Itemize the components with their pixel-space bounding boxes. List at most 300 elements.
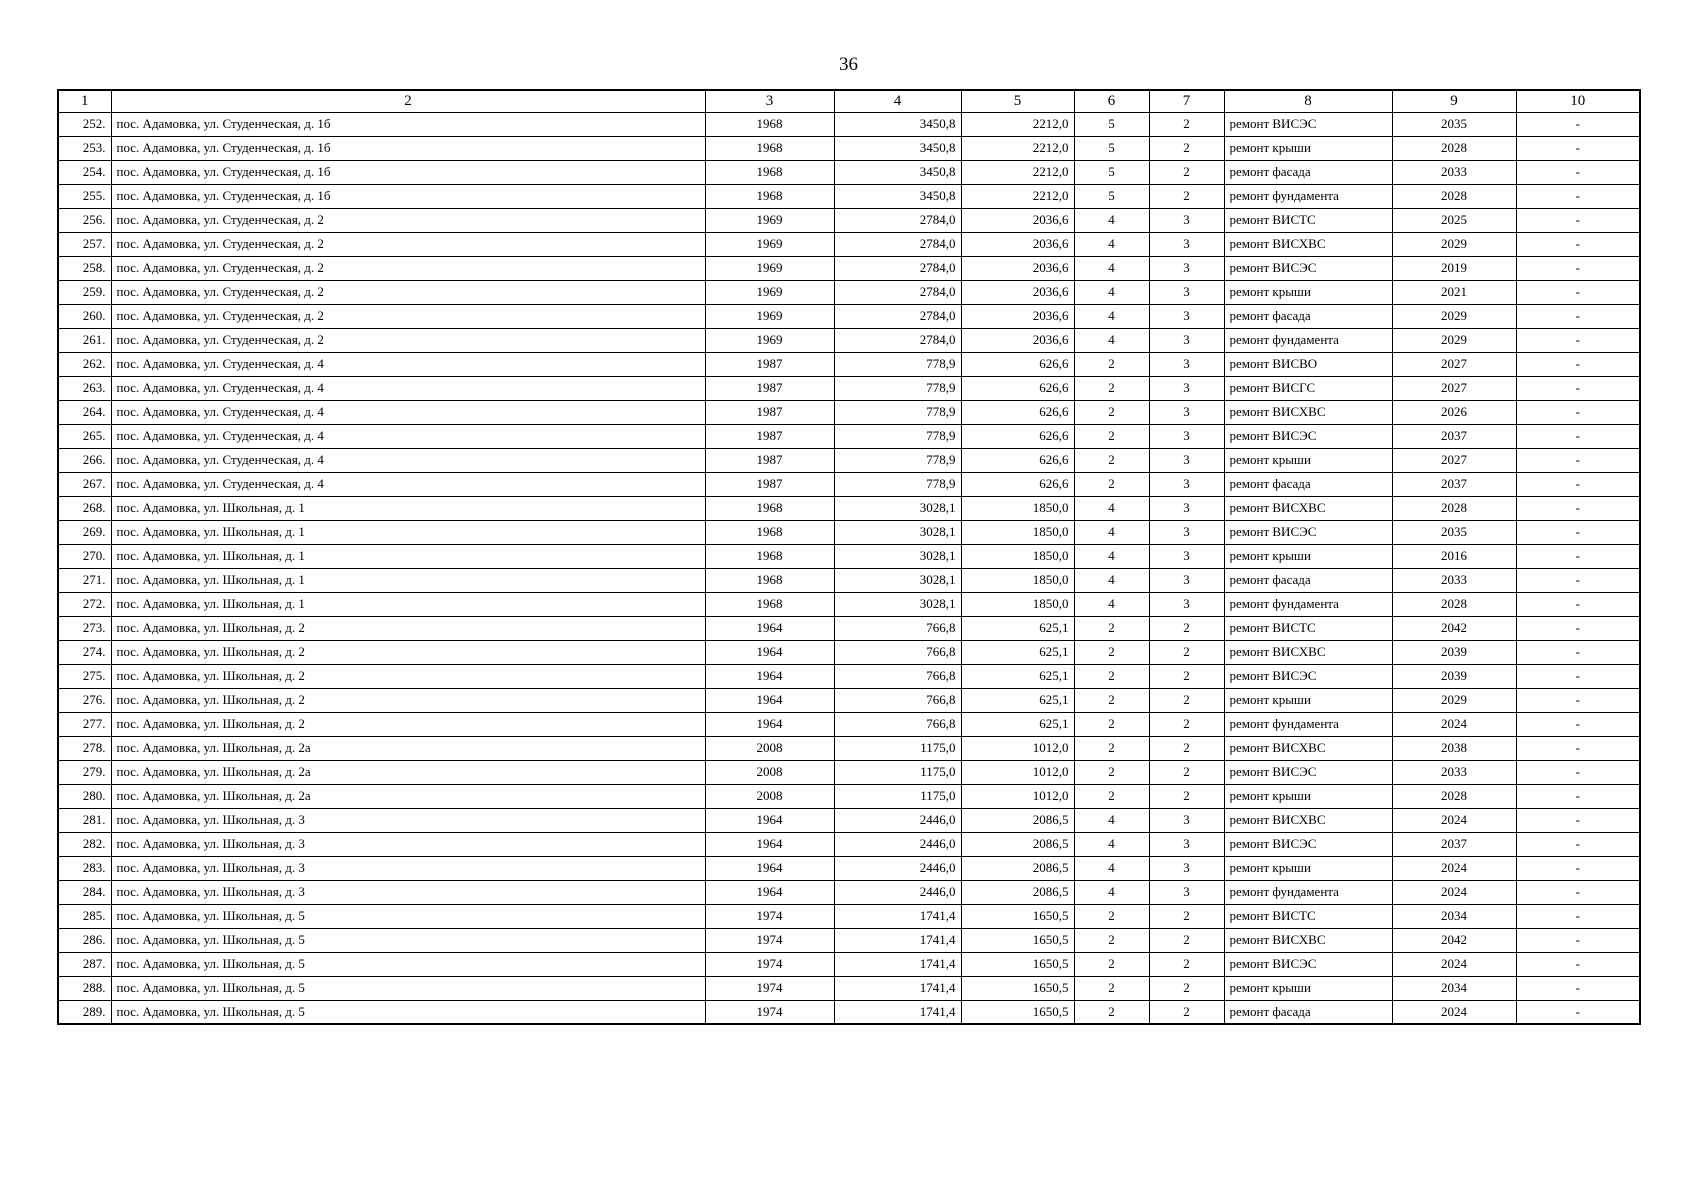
note-cell: -: [1516, 688, 1640, 712]
row-number-cell: 281.: [58, 808, 111, 832]
column-header-5: 5: [961, 90, 1074, 112]
row-number-cell: 273.: [58, 616, 111, 640]
area-living-cell: 2086,5: [961, 856, 1074, 880]
address-cell: пос. Адамовка, ул. Студенческая, д. 2: [111, 328, 705, 352]
table-row: [58, 832, 1640, 856]
table-row: [58, 520, 1640, 544]
note-cell: -: [1516, 592, 1640, 616]
address-cell: пос. Адамовка, ул. Школьная, д. 5: [111, 976, 705, 1000]
year-cell: 1964: [705, 808, 834, 832]
table-header-row: [58, 90, 1640, 112]
row-number-cell: 253.: [58, 136, 111, 160]
floors-cell: 2: [1074, 736, 1149, 760]
work-type-cell: ремонт ВИСВО: [1224, 352, 1392, 376]
entrances-cell: 2: [1149, 1000, 1224, 1024]
entrances-cell: 3: [1149, 208, 1224, 232]
column-header-9: 9: [1392, 90, 1516, 112]
address-cell: пос. Адамовка, ул. Студенческая, д. 4: [111, 400, 705, 424]
note-cell: -: [1516, 424, 1640, 448]
table-row: [58, 904, 1640, 928]
entrances-cell: 3: [1149, 568, 1224, 592]
entrances-cell: 2: [1149, 664, 1224, 688]
area-total-cell: 778,9: [834, 352, 961, 376]
table-row: [58, 328, 1640, 352]
table-row: [58, 472, 1640, 496]
entrances-cell: 2: [1149, 736, 1224, 760]
plan-year-cell: 2037: [1392, 424, 1516, 448]
address-cell: пос. Адамовка, ул. Школьная, д. 1: [111, 592, 705, 616]
work-type-cell: ремонт крыши: [1224, 688, 1392, 712]
floors-cell: 2: [1074, 976, 1149, 1000]
row-number-cell: 263.: [58, 376, 111, 400]
floors-cell: 4: [1074, 880, 1149, 904]
area-total-cell: 766,8: [834, 640, 961, 664]
area-living-cell: 2212,0: [961, 136, 1074, 160]
column-header-2: 2: [111, 90, 705, 112]
work-type-cell: ремонт ВИСЭС: [1224, 664, 1392, 688]
table-row: [58, 208, 1640, 232]
plan-year-cell: 2027: [1392, 376, 1516, 400]
work-type-cell: ремонт ВИСХВС: [1224, 496, 1392, 520]
plan-year-cell: 2029: [1392, 304, 1516, 328]
column-header-3: 3: [705, 90, 834, 112]
area-total-cell: 2446,0: [834, 808, 961, 832]
note-cell: -: [1516, 208, 1640, 232]
plan-year-cell: 2042: [1392, 616, 1516, 640]
note-cell: -: [1516, 736, 1640, 760]
entrances-cell: 3: [1149, 400, 1224, 424]
table-row: [58, 784, 1640, 808]
entrances-cell: 2: [1149, 640, 1224, 664]
work-type-cell: ремонт крыши: [1224, 448, 1392, 472]
area-living-cell: 625,1: [961, 616, 1074, 640]
work-type-cell: ремонт ВИСЭС: [1224, 832, 1392, 856]
year-cell: 1964: [705, 880, 834, 904]
row-number-cell: 286.: [58, 928, 111, 952]
area-total-cell: 3028,1: [834, 520, 961, 544]
row-number-cell: 285.: [58, 904, 111, 928]
area-total-cell: 778,9: [834, 424, 961, 448]
work-type-cell: ремонт ВИСЭС: [1224, 520, 1392, 544]
floors-cell: 2: [1074, 424, 1149, 448]
plan-year-cell: 2033: [1392, 760, 1516, 784]
table-row: [58, 256, 1640, 280]
work-type-cell: ремонт фундамента: [1224, 592, 1392, 616]
floors-cell: 2: [1074, 928, 1149, 952]
address-cell: пос. Адамовка, ул. Школьная, д. 2а: [111, 784, 705, 808]
entrances-cell: 3: [1149, 472, 1224, 496]
note-cell: -: [1516, 712, 1640, 736]
work-type-cell: ремонт ВИСЭС: [1224, 424, 1392, 448]
column-header-10: 10: [1516, 90, 1640, 112]
area-total-cell: 1175,0: [834, 736, 961, 760]
plan-year-cell: 2042: [1392, 928, 1516, 952]
entrances-cell: 2: [1149, 688, 1224, 712]
entrances-cell: 3: [1149, 376, 1224, 400]
floors-cell: 2: [1074, 448, 1149, 472]
floors-cell: 2: [1074, 904, 1149, 928]
area-living-cell: 626,6: [961, 400, 1074, 424]
floors-cell: 5: [1074, 160, 1149, 184]
entrances-cell: 3: [1149, 448, 1224, 472]
floors-cell: 4: [1074, 832, 1149, 856]
address-cell: пос. Адамовка, ул. Студенческая, д. 1б: [111, 184, 705, 208]
note-cell: -: [1516, 952, 1640, 976]
area-living-cell: 626,6: [961, 424, 1074, 448]
floors-cell: 2: [1074, 664, 1149, 688]
work-type-cell: ремонт крыши: [1224, 784, 1392, 808]
area-total-cell: 778,9: [834, 448, 961, 472]
work-type-cell: ремонт ВИСЭС: [1224, 760, 1392, 784]
area-total-cell: 766,8: [834, 688, 961, 712]
area-living-cell: 626,6: [961, 352, 1074, 376]
row-number-cell: 287.: [58, 952, 111, 976]
plan-year-cell: 2024: [1392, 808, 1516, 832]
plan-year-cell: 2016: [1392, 544, 1516, 568]
year-cell: 1974: [705, 1000, 834, 1024]
address-cell: пос. Адамовка, ул. Школьная, д. 2: [111, 640, 705, 664]
plan-year-cell: 2033: [1392, 568, 1516, 592]
plan-year-cell: 2024: [1392, 880, 1516, 904]
table-row: [58, 280, 1640, 304]
area-total-cell: 2784,0: [834, 280, 961, 304]
entrances-cell: 3: [1149, 256, 1224, 280]
floors-cell: 4: [1074, 544, 1149, 568]
year-cell: 1968: [705, 592, 834, 616]
row-number-cell: 261.: [58, 328, 111, 352]
row-number-cell: 277.: [58, 712, 111, 736]
entrances-cell: 3: [1149, 856, 1224, 880]
row-number-cell: 288.: [58, 976, 111, 1000]
entrances-cell: 3: [1149, 520, 1224, 544]
area-total-cell: 2784,0: [834, 232, 961, 256]
row-number-cell: 283.: [58, 856, 111, 880]
year-cell: 1964: [705, 712, 834, 736]
area-total-cell: 1741,4: [834, 976, 961, 1000]
plan-year-cell: 2038: [1392, 736, 1516, 760]
work-type-cell: ремонт крыши: [1224, 976, 1392, 1000]
area-total-cell: 2446,0: [834, 832, 961, 856]
work-type-cell: ремонт фундамента: [1224, 712, 1392, 736]
work-type-cell: ремонт фасада: [1224, 568, 1392, 592]
plan-year-cell: 2034: [1392, 976, 1516, 1000]
note-cell: -: [1516, 520, 1640, 544]
table-row: [58, 352, 1640, 376]
work-type-cell: ремонт ВИСХВС: [1224, 736, 1392, 760]
table-row: [58, 928, 1640, 952]
table-row: [58, 688, 1640, 712]
area-total-cell: 2784,0: [834, 256, 961, 280]
address-cell: пос. Адамовка, ул. Школьная, д. 3: [111, 832, 705, 856]
floors-cell: 4: [1074, 328, 1149, 352]
floors-cell: 4: [1074, 568, 1149, 592]
work-type-cell: ремонт ВИСГС: [1224, 376, 1392, 400]
table-row: [58, 544, 1640, 568]
work-type-cell: ремонт ВИСХВС: [1224, 640, 1392, 664]
year-cell: 1969: [705, 328, 834, 352]
plan-year-cell: 2024: [1392, 712, 1516, 736]
area-total-cell: 778,9: [834, 376, 961, 400]
year-cell: 1968: [705, 112, 834, 136]
floors-cell: 4: [1074, 856, 1149, 880]
area-total-cell: 1741,4: [834, 928, 961, 952]
area-living-cell: 625,1: [961, 664, 1074, 688]
table-row: [58, 976, 1640, 1000]
year-cell: 1968: [705, 184, 834, 208]
entrances-cell: 2: [1149, 928, 1224, 952]
address-cell: пос. Адамовка, ул. Школьная, д. 2: [111, 712, 705, 736]
entrances-cell: 2: [1149, 616, 1224, 640]
row-number-cell: 260.: [58, 304, 111, 328]
note-cell: -: [1516, 880, 1640, 904]
year-cell: 1974: [705, 904, 834, 928]
year-cell: 1974: [705, 952, 834, 976]
area-total-cell: 1175,0: [834, 784, 961, 808]
address-cell: пос. Адамовка, ул. Студенческая, д. 2: [111, 208, 705, 232]
column-header-6: 6: [1074, 90, 1149, 112]
floors-cell: 4: [1074, 592, 1149, 616]
row-number-cell: 268.: [58, 496, 111, 520]
address-cell: пос. Адамовка, ул. Школьная, д. 2: [111, 664, 705, 688]
entrances-cell: 3: [1149, 880, 1224, 904]
note-cell: -: [1516, 544, 1640, 568]
note-cell: -: [1516, 568, 1640, 592]
note-cell: -: [1516, 112, 1640, 136]
year-cell: 1968: [705, 160, 834, 184]
row-number-cell: 256.: [58, 208, 111, 232]
entrances-cell: 3: [1149, 544, 1224, 568]
note-cell: -: [1516, 400, 1640, 424]
work-type-cell: ремонт фасада: [1224, 472, 1392, 496]
floors-cell: 4: [1074, 280, 1149, 304]
work-type-cell: ремонт фасада: [1224, 160, 1392, 184]
area-total-cell: 766,8: [834, 616, 961, 640]
year-cell: 1969: [705, 232, 834, 256]
year-cell: 1964: [705, 688, 834, 712]
note-cell: -: [1516, 232, 1640, 256]
table-row: [58, 856, 1640, 880]
floors-cell: 5: [1074, 184, 1149, 208]
floors-cell: 2: [1074, 352, 1149, 376]
entrances-cell: 3: [1149, 232, 1224, 256]
area-living-cell: 625,1: [961, 640, 1074, 664]
table-row: [58, 112, 1640, 136]
area-living-cell: 1850,0: [961, 592, 1074, 616]
address-cell: пос. Адамовка, ул. Студенческая, д. 2: [111, 280, 705, 304]
area-living-cell: 2086,5: [961, 832, 1074, 856]
address-cell: пос. Адамовка, ул. Студенческая, д. 4: [111, 472, 705, 496]
plan-year-cell: 2039: [1392, 640, 1516, 664]
row-number-cell: 254.: [58, 160, 111, 184]
note-cell: -: [1516, 976, 1640, 1000]
work-type-cell: ремонт крыши: [1224, 544, 1392, 568]
plan-year-cell: 2021: [1392, 280, 1516, 304]
table-row: [58, 760, 1640, 784]
area-living-cell: 1650,5: [961, 952, 1074, 976]
entrances-cell: 3: [1149, 328, 1224, 352]
note-cell: -: [1516, 496, 1640, 520]
area-living-cell: 1650,5: [961, 1000, 1074, 1024]
plan-year-cell: 2024: [1392, 1000, 1516, 1024]
work-type-cell: ремонт ВИСХВС: [1224, 928, 1392, 952]
area-living-cell: 625,1: [961, 688, 1074, 712]
address-cell: пос. Адамовка, ул. Студенческая, д. 4: [111, 448, 705, 472]
address-cell: пос. Адамовка, ул. Школьная, д. 1: [111, 496, 705, 520]
work-type-cell: ремонт фундамента: [1224, 328, 1392, 352]
work-type-cell: ремонт фундамента: [1224, 184, 1392, 208]
address-cell: пос. Адамовка, ул. Школьная, д. 5: [111, 928, 705, 952]
work-type-cell: ремонт крыши: [1224, 856, 1392, 880]
plan-year-cell: 2026: [1392, 400, 1516, 424]
area-living-cell: 2036,6: [961, 208, 1074, 232]
row-number-cell: 274.: [58, 640, 111, 664]
note-cell: -: [1516, 616, 1640, 640]
area-living-cell: 2036,6: [961, 232, 1074, 256]
area-living-cell: 1850,0: [961, 520, 1074, 544]
row-number-cell: 278.: [58, 736, 111, 760]
note-cell: -: [1516, 808, 1640, 832]
floors-cell: 2: [1074, 688, 1149, 712]
note-cell: -: [1516, 304, 1640, 328]
floors-cell: 4: [1074, 496, 1149, 520]
entrances-cell: 3: [1149, 352, 1224, 376]
floors-cell: 2: [1074, 400, 1149, 424]
note-cell: -: [1516, 760, 1640, 784]
table-row: [58, 496, 1640, 520]
area-total-cell: 3028,1: [834, 544, 961, 568]
address-cell: пос. Адамовка, ул. Школьная, д. 2а: [111, 736, 705, 760]
year-cell: 1969: [705, 208, 834, 232]
row-number-cell: 257.: [58, 232, 111, 256]
plan-year-cell: 2027: [1392, 448, 1516, 472]
floors-cell: 2: [1074, 712, 1149, 736]
entrances-cell: 2: [1149, 952, 1224, 976]
address-cell: пос. Адамовка, ул. Школьная, д. 3: [111, 808, 705, 832]
row-number-cell: 265.: [58, 424, 111, 448]
column-header-8: 8: [1224, 90, 1392, 112]
column-header-7: 7: [1149, 90, 1224, 112]
entrances-cell: 3: [1149, 808, 1224, 832]
year-cell: 1987: [705, 352, 834, 376]
plan-year-cell: 2037: [1392, 472, 1516, 496]
row-number-cell: 280.: [58, 784, 111, 808]
year-cell: 1964: [705, 616, 834, 640]
note-cell: -: [1516, 784, 1640, 808]
row-number-cell: 275.: [58, 664, 111, 688]
note-cell: -: [1516, 472, 1640, 496]
note-cell: -: [1516, 448, 1640, 472]
work-type-cell: ремонт ВИСХВС: [1224, 232, 1392, 256]
plan-year-cell: 2034: [1392, 904, 1516, 928]
plan-year-cell: 2029: [1392, 232, 1516, 256]
work-type-cell: ремонт ВИСЭС: [1224, 952, 1392, 976]
note-cell: -: [1516, 184, 1640, 208]
plan-year-cell: 2025: [1392, 208, 1516, 232]
row-number-cell: 270.: [58, 544, 111, 568]
address-cell: пос. Адамовка, ул. Студенческая, д. 2: [111, 256, 705, 280]
area-living-cell: 2212,0: [961, 184, 1074, 208]
area-total-cell: 1741,4: [834, 952, 961, 976]
note-cell: -: [1516, 832, 1640, 856]
area-living-cell: 1650,5: [961, 928, 1074, 952]
table-row: [58, 616, 1640, 640]
address-cell: пос. Адамовка, ул. Студенческая, д. 4: [111, 424, 705, 448]
floors-cell: 5: [1074, 136, 1149, 160]
area-total-cell: 3450,8: [834, 136, 961, 160]
year-cell: 2008: [705, 760, 834, 784]
area-total-cell: 2784,0: [834, 304, 961, 328]
area-living-cell: 2212,0: [961, 112, 1074, 136]
table-row: [58, 376, 1640, 400]
row-number-cell: 271.: [58, 568, 111, 592]
address-cell: пос. Адамовка, ул. Школьная, д. 5: [111, 904, 705, 928]
area-living-cell: 1850,0: [961, 496, 1074, 520]
floors-cell: 4: [1074, 232, 1149, 256]
note-cell: -: [1516, 328, 1640, 352]
entrances-cell: 2: [1149, 760, 1224, 784]
address-cell: пос. Адамовка, ул. Школьная, д. 5: [111, 1000, 705, 1024]
entrances-cell: 2: [1149, 904, 1224, 928]
area-living-cell: 1650,5: [961, 904, 1074, 928]
address-cell: пос. Адамовка, ул. Школьная, д. 2: [111, 616, 705, 640]
note-cell: -: [1516, 256, 1640, 280]
registry-table: [57, 89, 1641, 1025]
year-cell: 2008: [705, 784, 834, 808]
table-row: [58, 304, 1640, 328]
table-row: [58, 592, 1640, 616]
year-cell: 1964: [705, 832, 834, 856]
floors-cell: 2: [1074, 784, 1149, 808]
floors-cell: 5: [1074, 112, 1149, 136]
column-header-1: 1: [58, 90, 111, 112]
floors-cell: 2: [1074, 472, 1149, 496]
note-cell: -: [1516, 376, 1640, 400]
area-total-cell: 2784,0: [834, 328, 961, 352]
year-cell: 1964: [705, 856, 834, 880]
plan-year-cell: 2028: [1392, 784, 1516, 808]
row-number-cell: 269.: [58, 520, 111, 544]
table-row: [58, 400, 1640, 424]
year-cell: 1987: [705, 448, 834, 472]
work-type-cell: ремонт ВИСХВС: [1224, 808, 1392, 832]
year-cell: 1968: [705, 496, 834, 520]
floors-cell: 2: [1074, 376, 1149, 400]
area-total-cell: 3028,1: [834, 496, 961, 520]
area-total-cell: 3028,1: [834, 568, 961, 592]
area-living-cell: 1012,0: [961, 736, 1074, 760]
row-number-cell: 284.: [58, 880, 111, 904]
year-cell: 1969: [705, 280, 834, 304]
table-row: [58, 808, 1640, 832]
area-total-cell: 3028,1: [834, 592, 961, 616]
table-row: [58, 568, 1640, 592]
area-living-cell: 2036,6: [961, 328, 1074, 352]
table-row: [58, 640, 1640, 664]
table-row: [58, 880, 1640, 904]
table-row: [58, 448, 1640, 472]
floors-cell: 4: [1074, 520, 1149, 544]
plan-year-cell: 2037: [1392, 832, 1516, 856]
area-living-cell: 1012,0: [961, 760, 1074, 784]
plan-year-cell: 2035: [1392, 520, 1516, 544]
year-cell: 1974: [705, 928, 834, 952]
row-number-cell: 262.: [58, 352, 111, 376]
address-cell: пос. Адамовка, ул. Школьная, д. 2: [111, 688, 705, 712]
area-living-cell: 2086,5: [961, 808, 1074, 832]
address-cell: пос. Адамовка, ул. Школьная, д. 1: [111, 520, 705, 544]
area-living-cell: 626,6: [961, 448, 1074, 472]
entrances-cell: 3: [1149, 832, 1224, 856]
